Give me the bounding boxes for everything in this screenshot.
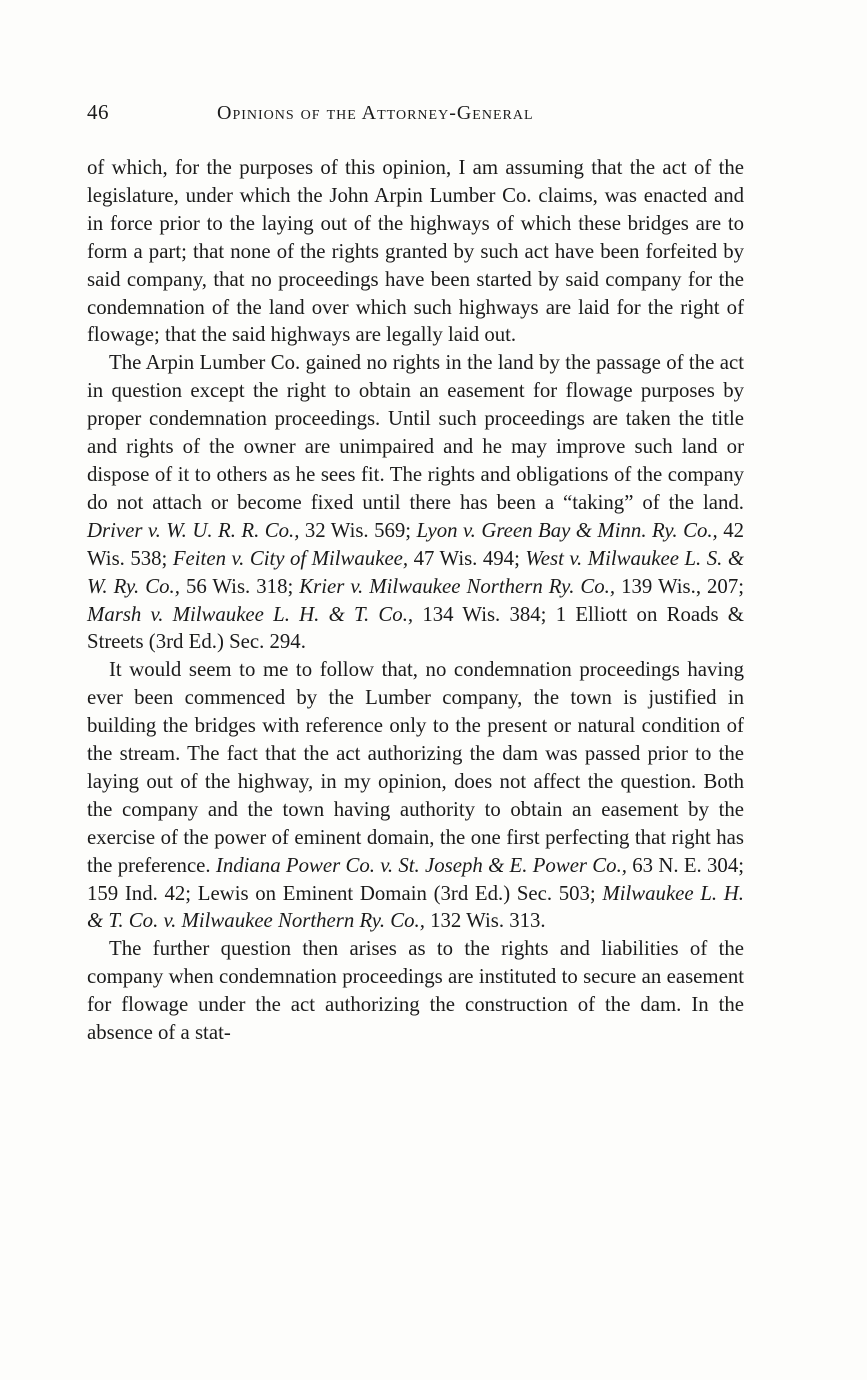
paragraph: [87, 656, 744, 935]
paragraph-text: 47 Wis. 494;: [408, 546, 526, 570]
document-page: [87, 96, 744, 1047]
paragraph-text: 63 N. E. 304; 159 Ind. 42; Lewis on Eminent Domain (3rd Ed.) Sec. 503;: [87, 853, 744, 905]
paragraph-text: The Arpin Lumber Co. gained no rights in the land by the passage of the act in question except the right to obtain an easement for flowage purposes by proper condemnation proceedings. Until such proceedings are taken the title and rights of the owner are unimpaired and he may improve such land or dispose of it to others as he sees fit. The rights and obligations of the company do not attach or become fixed until there has been a “taking” of the land.: [87, 351, 744, 514]
paragraph: [87, 349, 744, 656]
case-citation: Driver v. W. U. R. R. Co.,: [87, 518, 300, 542]
paragraph: [87, 935, 744, 1047]
paragraph-text: 32 Wis. 569;: [299, 518, 417, 542]
body-text: [87, 154, 744, 1047]
case-citation: Lyon v. Green Bay & Minn. Ry. Co.,: [416, 518, 718, 542]
paragraph-text: 132 Wis. 313.: [424, 909, 546, 933]
case-citation: Krier v. Milwaukee Northern Ry. Co.,: [299, 574, 616, 598]
case-citation: Indiana Power Co. v. St. Joseph & E. Power Co.,: [215, 853, 627, 877]
paragraph-text: It would seem to me to follow that, no condemnation proceedings having ever been commenced by the Lumber company, the town is justified in building the bridges with reference only to the present or natural condition of the stream. The fact that the act authorizing the dam was passed prior to the laying out of the highway, in my opinion, does not affect the question. Both the company and the town having authority to obtain an easement by the exercise of the power of eminent domain, the one first perfecting that right has the preference.: [87, 658, 744, 877]
paragraph-text: 139 Wis., 207;: [615, 574, 745, 598]
paragraph: [87, 154, 744, 349]
paragraph-text: The further question then arises as to the rights and liabilities of the company when condemnation proceedings are instituted to secure an easement for flowage under the act authorizing the construction of the dam. In the absence of a stat-: [87, 937, 744, 1045]
paragraph-text: 56 Wis. 318;: [179, 574, 300, 598]
case-citation: Marsh v. Milwaukee L. H. & T. Co.,: [87, 602, 414, 626]
case-citation: Milwaukee L. H. & T. Co. v. Milwaukee Northern Ry. Co.,: [87, 881, 745, 933]
case-citation: West v. Milwaukee L. S. & W. Ry. Co.,: [87, 546, 745, 598]
case-citation: Feiten v. City of Milwaukee,: [172, 546, 409, 570]
running-head: [87, 96, 744, 128]
page-number: 46: [87, 100, 109, 124]
paragraph-text: of which, for the purposes of this opinion, I am assuming that the act of the legislature, under which the John Arpin Lumber Co. claims, was enacted and in force prior to the laying out of the highways of which these bridges are to form a part; that none of the rights granted by such act have been forfeited by said company, that no proceedings have been started by said company for the condemnation of the land over which such highways are laid for the right of flowage; that the said highways are legally laid out.: [87, 156, 744, 347]
paragraph-text: 42 Wis. 538;: [87, 518, 745, 570]
running-title: Opinions of the Attorney-General: [217, 102, 534, 124]
paragraph-text: 134 Wis. 384; 1 Elliott on Roads & Streets (3rd Ed.) Sec. 294.: [87, 602, 744, 654]
